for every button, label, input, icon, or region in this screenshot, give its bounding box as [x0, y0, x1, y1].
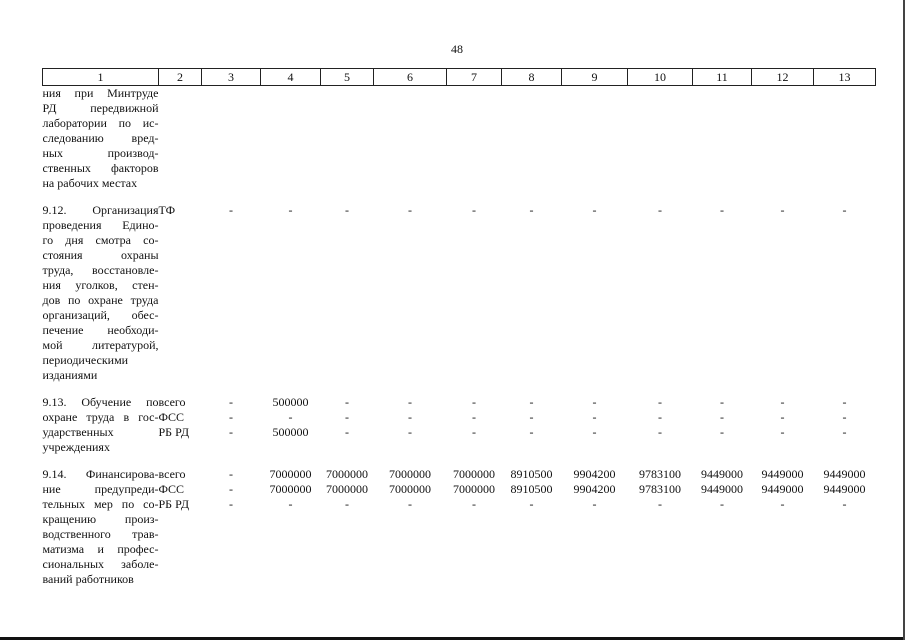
funding-source-cell — [159, 203, 202, 383]
amount-value: - — [592, 425, 597, 439]
value-cell-col-13 — [814, 467, 876, 587]
item-name-line: ственных факторов — [42, 161, 159, 175]
item-name-line: организаций, обес- — [42, 308, 159, 322]
item-name-line: стояния охраны — [42, 248, 159, 262]
amount-value: - — [472, 410, 476, 424]
amount-value: - — [529, 425, 534, 439]
column-header-3: 3 — [202, 69, 261, 86]
amount-value: - — [472, 203, 476, 217]
amount-value: - — [229, 410, 233, 424]
item-name-cell — [43, 395, 159, 455]
value-cell-col-11 — [693, 86, 752, 192]
amount-value: - — [408, 395, 412, 409]
amount-value: - — [229, 203, 233, 217]
item-name-line: лаборатории по ис- — [42, 116, 159, 130]
item-name-line: охране труда в гос- — [42, 410, 159, 424]
column-header-11: 11 — [693, 69, 752, 86]
amount-value: - — [229, 467, 233, 481]
funding-source: РБ РД — [158, 425, 190, 439]
amount-value: - — [229, 395, 233, 409]
table-body — [43, 86, 876, 588]
item-name-line: ния при Минтруде — [42, 86, 159, 100]
amount-value: - — [658, 410, 662, 424]
amount-value: - — [592, 203, 597, 217]
amount-value: 7000000 — [389, 467, 431, 481]
amount-value: 9449000 — [701, 482, 743, 496]
amount-value: - — [720, 425, 724, 439]
funding-source: РБ РД — [158, 497, 190, 511]
value-cell-col-8 — [502, 86, 562, 192]
amount-value: - — [345, 410, 349, 424]
row-spacer — [43, 455, 876, 467]
value-cell-col-3 — [202, 86, 261, 192]
amount-value: - — [345, 203, 349, 217]
value-cell-col-8 — [502, 203, 562, 383]
budget-table — [42, 68, 876, 587]
value-cell-col-4 — [261, 203, 321, 383]
funding-source-cell — [159, 467, 202, 587]
amount-value: 7000000 — [269, 467, 312, 481]
amount-value: - — [529, 497, 534, 511]
funding-source: ФСС — [158, 410, 184, 424]
column-header-8: 8 — [502, 69, 562, 86]
amount-value: - — [842, 203, 847, 217]
amount-value: 7000000 — [389, 482, 431, 496]
value-cell-col-7 — [447, 86, 502, 192]
amount-value: - — [592, 410, 597, 424]
item-name-cell — [43, 203, 159, 383]
amount-value: 9449000 — [701, 467, 743, 481]
amount-value: - — [229, 482, 233, 496]
amount-value: 8910500 — [510, 467, 553, 481]
amount-value: - — [780, 497, 785, 511]
value-cell-col-6 — [374, 203, 447, 383]
table-row — [43, 203, 876, 383]
amount-value: - — [408, 410, 412, 424]
amount-value: 9783100 — [639, 482, 681, 496]
column-header-7: 7 — [447, 69, 502, 86]
item-name-line: РД передвижной — [42, 101, 159, 115]
item-name-line: 9.14. Финансирова- — [42, 467, 159, 481]
value-cell-col-9 — [562, 395, 628, 455]
amount-value: 9449000 — [823, 482, 866, 496]
amount-value: - — [842, 497, 847, 511]
column-header-10: 10 — [628, 69, 693, 86]
value-cell-col-10 — [628, 86, 693, 192]
column-header-13: 13 — [814, 69, 876, 86]
item-name-line: водственного трав- — [42, 527, 159, 541]
value-cell-col-11 — [693, 203, 752, 383]
value-cell-col-7 — [447, 203, 502, 383]
value-cell-col-10 — [628, 395, 693, 455]
value-cell-col-13 — [814, 203, 876, 383]
amount-value: - — [780, 410, 785, 424]
table-row — [43, 86, 876, 192]
item-name-line: ных производ- — [42, 146, 159, 160]
item-name-line: дов по охране труда — [42, 293, 159, 307]
funding-source: ФСС — [158, 482, 184, 496]
amount-value: - — [472, 425, 476, 439]
table-row — [43, 395, 876, 455]
amount-value: 9449000 — [761, 482, 804, 496]
amount-value: - — [408, 497, 412, 511]
item-name-line: 9.12. Организация — [42, 203, 159, 217]
value-cell-col-4 — [261, 86, 321, 192]
value-cell-col-9 — [562, 467, 628, 587]
column-header-4: 4 — [261, 69, 321, 86]
value-cell-col-11 — [693, 395, 752, 455]
column-header-12: 12 — [752, 69, 814, 86]
column-header-6: 6 — [374, 69, 447, 86]
item-name-cell — [43, 467, 159, 587]
item-name-line: 9.13. Обучение по — [42, 395, 159, 409]
amount-value: - — [780, 395, 785, 409]
value-cell-col-8 — [502, 395, 562, 455]
item-name-line: на рабочих местах — [42, 176, 138, 190]
item-name-line: ударственных — [42, 425, 114, 439]
amount-value: - — [529, 410, 534, 424]
amount-value: - — [345, 497, 349, 511]
amount-value: 9904200 — [573, 467, 616, 481]
item-name-line: периодическими — [42, 353, 129, 367]
amount-value: - — [720, 203, 724, 217]
amount-value: - — [229, 425, 233, 439]
value-cell-col-12 — [752, 395, 814, 455]
value-cell-col-3 — [202, 203, 261, 383]
value-cell-col-5 — [321, 395, 374, 455]
item-name-line: сиональных заболе- — [42, 557, 159, 571]
item-name-line: ваний работников — [42, 572, 134, 586]
item-name-line: мой литературой, — [42, 338, 159, 352]
amount-value: 9904200 — [573, 482, 616, 496]
amount-value: - — [288, 410, 293, 424]
amount-value: - — [472, 497, 476, 511]
amount-value: 8910500 — [510, 482, 553, 496]
funding-source: всего — [158, 467, 186, 481]
value-cell-col-7 — [447, 467, 502, 587]
item-name-line: печение необходи- — [42, 323, 159, 337]
item-name-line: матизма и профес- — [42, 542, 159, 556]
value-cell-col-12 — [752, 467, 814, 587]
value-cell-col-10 — [628, 467, 693, 587]
value-cell-col-5 — [321, 86, 374, 192]
value-cell-col-8 — [502, 467, 562, 587]
funding-source-cell — [159, 86, 202, 192]
amount-value: - — [472, 395, 476, 409]
item-name-line: труда, восстановле- — [42, 263, 159, 277]
amount-value: - — [780, 425, 785, 439]
amount-value: - — [658, 395, 662, 409]
amount-value: - — [592, 395, 597, 409]
value-cell-col-4 — [261, 395, 321, 455]
value-cell-col-13 — [814, 395, 876, 455]
item-name-line: проведения Едино- — [42, 218, 159, 232]
amount-value: - — [529, 203, 534, 217]
item-name-line: учреждениях — [42, 440, 110, 454]
amount-value: 7000000 — [326, 467, 368, 481]
amount-value: - — [529, 395, 534, 409]
value-cell-col-11 — [693, 467, 752, 587]
table-row — [43, 467, 876, 587]
row-spacer — [43, 191, 876, 203]
value-cell-col-7 — [447, 395, 502, 455]
value-cell-col-3 — [202, 467, 261, 587]
value-cell-col-6 — [374, 467, 447, 587]
amount-value: 7000000 — [326, 482, 368, 496]
amount-value: - — [658, 425, 662, 439]
column-header-9: 9 — [562, 69, 628, 86]
column-header-2: 2 — [159, 69, 202, 86]
amount-value: - — [408, 203, 412, 217]
page-number: 48 — [451, 42, 463, 56]
value-cell-col-10 — [628, 203, 693, 383]
value-cell-col-13 — [814, 86, 876, 192]
amount-value: - — [658, 497, 662, 511]
amount-value: 9449000 — [761, 467, 804, 481]
item-name-line: изданиями — [42, 368, 98, 382]
funding-source: всего — [158, 395, 186, 409]
value-cell-col-9 — [562, 86, 628, 192]
item-name-line: го дня смотра со- — [42, 233, 159, 247]
item-name-line: кращению произ- — [42, 512, 159, 526]
amount-value: 500000 — [272, 425, 309, 439]
amount-value: - — [780, 203, 785, 217]
amount-value: - — [842, 425, 847, 439]
column-number-header-row — [43, 69, 876, 86]
amount-value: - — [345, 425, 349, 439]
amount-value: 7000000 — [453, 482, 495, 496]
value-cell-col-5 — [321, 203, 374, 383]
value-cell-col-6 — [374, 86, 447, 192]
amount-value: - — [658, 203, 662, 217]
item-name-cell — [43, 86, 159, 192]
value-cell-col-9 — [562, 203, 628, 383]
amount-value: - — [229, 497, 233, 511]
funding-source-cell — [159, 395, 202, 455]
value-cell-col-6 — [374, 395, 447, 455]
amount-value: 9783100 — [639, 467, 681, 481]
item-name-line: тельных мер по со- — [42, 497, 159, 511]
amount-value: - — [288, 497, 293, 511]
item-name-line: ния уголков, стен- — [42, 278, 159, 292]
amount-value: - — [288, 203, 293, 217]
row-spacer — [43, 383, 876, 395]
amount-value: - — [720, 395, 724, 409]
amount-value: - — [345, 395, 349, 409]
column-header-5: 5 — [321, 69, 374, 86]
column-header-1: 1 — [43, 69, 159, 86]
amount-value: - — [720, 497, 724, 511]
amount-value: - — [408, 425, 412, 439]
item-name-line: ние предупреди- — [42, 482, 159, 496]
amount-value: - — [842, 410, 847, 424]
value-cell-col-12 — [752, 86, 814, 192]
value-cell-col-5 — [321, 467, 374, 587]
amount-value: - — [842, 395, 847, 409]
amount-value: 500000 — [272, 395, 309, 409]
amount-value: - — [592, 497, 597, 511]
funding-source: ТФ — [158, 203, 176, 217]
value-cell-col-3 — [202, 395, 261, 455]
amount-value: - — [720, 410, 724, 424]
value-cell-col-4 — [261, 467, 321, 587]
item-name-line: следованию вред- — [42, 131, 159, 145]
value-cell-col-12 — [752, 203, 814, 383]
amount-value: 7000000 — [453, 467, 495, 481]
amount-value: 9449000 — [823, 467, 866, 481]
amount-value: 7000000 — [269, 482, 312, 496]
